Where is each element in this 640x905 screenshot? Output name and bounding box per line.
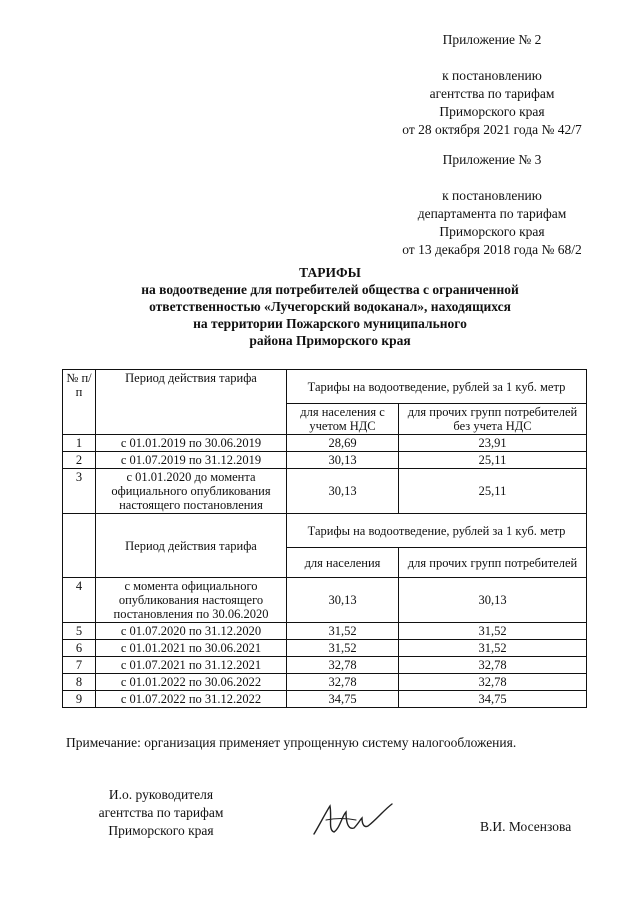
table-row bbox=[63, 657, 587, 674]
heading-line: района Приморского края bbox=[249, 333, 411, 348]
header-population-vat: для населения с учетом НДС bbox=[287, 404, 399, 435]
row-period: с момента официального опубликования настоящего постановления по 30.06.2020 bbox=[96, 578, 287, 623]
table-header-row bbox=[63, 370, 587, 404]
row-period: с 01.01.2019 по 30.06.2019 bbox=[96, 435, 287, 452]
table-row bbox=[63, 452, 587, 469]
row-other-tariff: 25,11 bbox=[399, 452, 587, 469]
row-period: с 01.07.2020 по 31.12.2020 bbox=[96, 623, 287, 640]
signer-name: В.И. Мосензова bbox=[480, 819, 572, 834]
signature-image bbox=[306, 798, 396, 842]
appendix-3-line: от 13 декабря 2018 года № 68/2 bbox=[402, 242, 582, 257]
appendix-2-title: Приложение № 2 bbox=[442, 32, 542, 47]
signer-block bbox=[66, 786, 256, 840]
heading-line: на территории Пожарского муниципального bbox=[193, 316, 467, 331]
row-other-tariff: 23,91 bbox=[399, 435, 587, 452]
table-row bbox=[63, 640, 587, 657]
signer-line: Приморского края bbox=[108, 823, 214, 838]
appendix-2-line: к постановлению bbox=[442, 68, 542, 83]
signer-line: И.о. руководителя bbox=[108, 787, 214, 802]
row-number: 5 bbox=[63, 623, 96, 640]
header-other: для прочих групп потребителей bbox=[399, 548, 587, 578]
table-row bbox=[63, 435, 587, 452]
row-period: с 01.01.2020 до момента официального опубликования настоящего постановления bbox=[96, 469, 287, 514]
tariff-table-part-a bbox=[63, 370, 587, 514]
row-other-tariff: 25,11 bbox=[399, 469, 587, 514]
appendix-2-line: Приморского края bbox=[439, 104, 545, 119]
table-row bbox=[63, 691, 587, 708]
appendix-2-block bbox=[380, 31, 604, 139]
row-number: 7 bbox=[63, 657, 96, 674]
signer-line: агентства по тарифам bbox=[98, 805, 224, 820]
row-population-tariff: 30,13 bbox=[287, 578, 399, 623]
row-number: 2 bbox=[63, 452, 96, 469]
row-population-tariff: 32,78 bbox=[287, 657, 399, 674]
row-number: 8 bbox=[63, 674, 96, 691]
header-period: Период действия тарифа bbox=[96, 370, 287, 435]
heading-title: ТАРИФЫ bbox=[299, 265, 361, 280]
appendix-3-line: департамента по тарифам bbox=[417, 206, 567, 221]
header-other-no-vat: для прочих групп потребителей без учета НДС bbox=[399, 404, 587, 435]
row-other-tariff: 30,13 bbox=[399, 578, 587, 623]
row-period: с 01.07.2021 по 31.12.2021 bbox=[96, 657, 287, 674]
row-period: с 01.01.2021 по 30.06.2021 bbox=[96, 640, 287, 657]
row-number: 3 bbox=[63, 469, 96, 514]
header-tariffs: Тарифы на водоотведение, рублей за 1 куб. метр bbox=[287, 370, 587, 404]
appendix-2-line: агентства по тарифам bbox=[429, 86, 555, 101]
table-row bbox=[63, 674, 587, 691]
row-population-tariff: 30,13 bbox=[287, 469, 399, 514]
header-population: для населения bbox=[287, 548, 399, 578]
table-header-row bbox=[63, 514, 587, 548]
table-row bbox=[63, 469, 587, 514]
row-population-tariff: 30,13 bbox=[287, 452, 399, 469]
tariff-table bbox=[62, 369, 587, 708]
row-period: с 01.01.2022 по 30.06.2022 bbox=[96, 674, 287, 691]
row-population-tariff: 32,78 bbox=[287, 674, 399, 691]
appendix-3-block bbox=[380, 151, 604, 259]
appendix-2-line: от 28 октября 2021 года № 42/7 bbox=[402, 122, 582, 137]
header-period-2: Период действия тарифа bbox=[96, 514, 287, 578]
appendix-3-title: Приложение № 3 bbox=[442, 152, 542, 167]
header-num: № п/п bbox=[63, 370, 96, 435]
row-period: с 01.07.2022 по 31.12.2022 bbox=[96, 691, 287, 708]
row-number: 1 bbox=[63, 435, 96, 452]
row-population-tariff: 31,52 bbox=[287, 640, 399, 657]
header-tariffs-2: Тарифы на водоотведение, рублей за 1 куб. метр bbox=[287, 514, 587, 548]
row-other-tariff: 31,52 bbox=[399, 623, 587, 640]
row-other-tariff: 32,78 bbox=[399, 674, 587, 691]
document-heading bbox=[95, 264, 565, 349]
tariff-table-part-b bbox=[63, 578, 587, 708]
row-population-tariff: 31,52 bbox=[287, 623, 399, 640]
row-other-tariff: 31,52 bbox=[399, 640, 587, 657]
table-row bbox=[63, 623, 587, 640]
appendix-3-line: к постановлению bbox=[442, 188, 542, 203]
tariff-table-subheader bbox=[63, 514, 587, 578]
heading-line: на водоотведение для потребителей общества с ограниченной bbox=[141, 282, 519, 297]
heading-line: ответственностью «Лучегорский водоканал», находящихся bbox=[149, 299, 511, 314]
row-period: с 01.07.2019 по 31.12.2019 bbox=[96, 452, 287, 469]
row-number: 6 bbox=[63, 640, 96, 657]
row-number: 9 bbox=[63, 691, 96, 708]
note-text: Примечание: организация применяет упрощенную систему налогообложения. bbox=[66, 735, 517, 750]
row-population-tariff: 34,75 bbox=[287, 691, 399, 708]
row-number: 4 bbox=[63, 578, 96, 623]
row-population-tariff: 28,69 bbox=[287, 435, 399, 452]
table-row bbox=[63, 578, 587, 623]
row-other-tariff: 32,78 bbox=[399, 657, 587, 674]
appendix-3-line: Приморского края bbox=[439, 224, 545, 239]
row-other-tariff: 34,75 bbox=[399, 691, 587, 708]
